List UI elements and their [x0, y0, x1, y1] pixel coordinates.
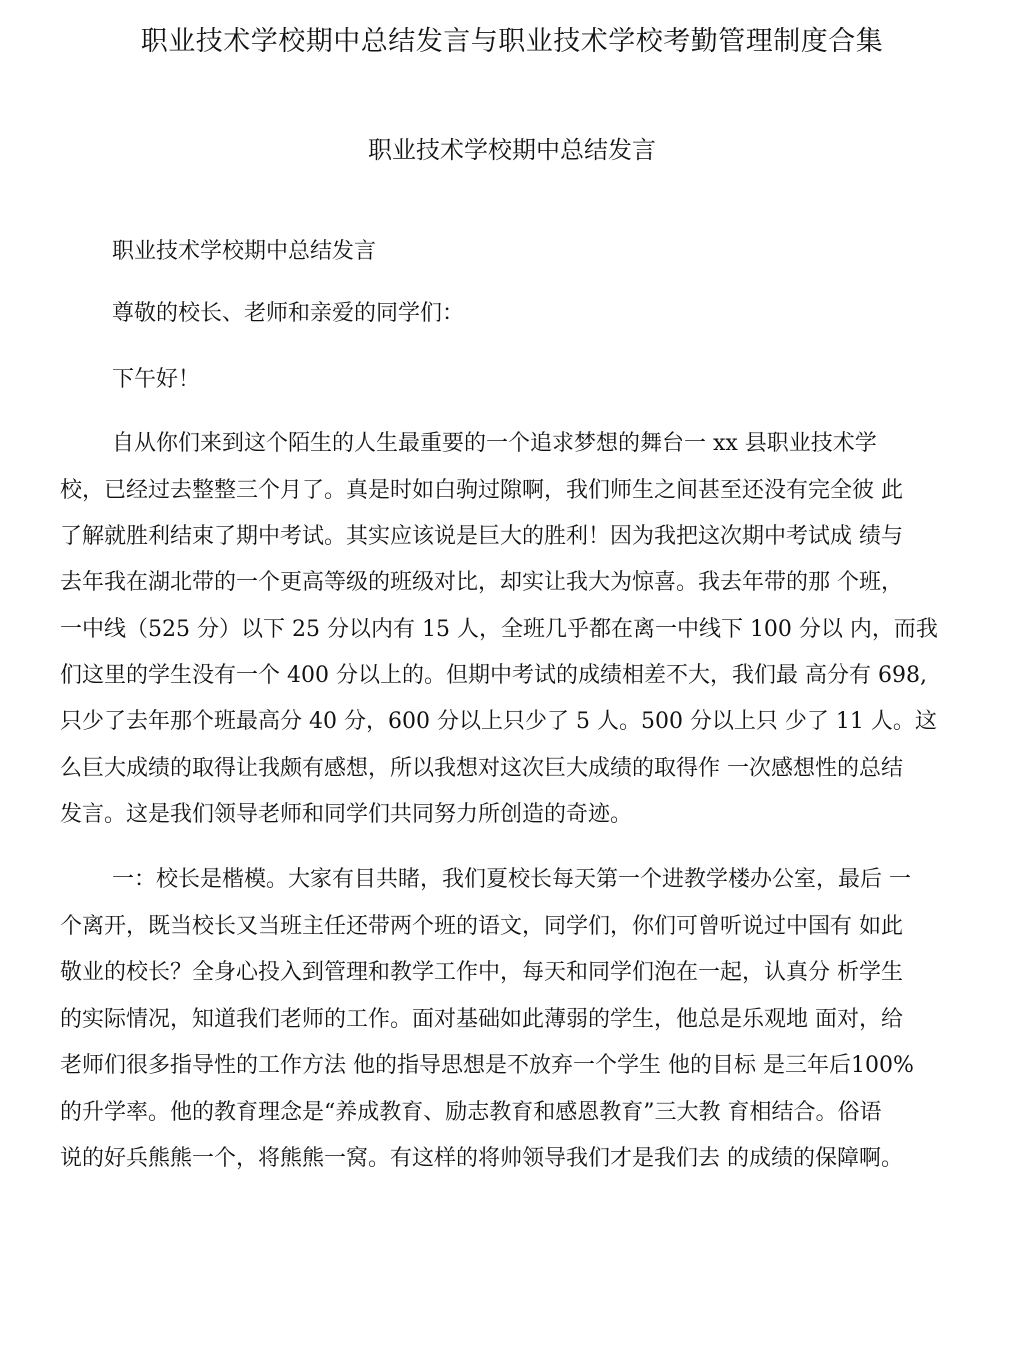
paragraph-line: 自从你们来到这个陌生的人生最重要的一个追求梦想的舞台一 xx 县职业技术学: [112, 431, 877, 456]
paragraph-line: 了解就胜利结束了期中考试。其实应该说是巨大的胜利！因为我把这次期中考试成 绩与: [60, 524, 903, 549]
paragraph-line: 老师们很多指导性的工作方法 他的指导思想是不放弃一个学生 他的目标 是三年后100%: [60, 1053, 914, 1078]
paragraph-line: 一中线（525 分）以下 25 分以内有 15 人，全班几乎都在离一中线下 100 分以 内，而我: [60, 617, 938, 642]
document-title: 职业技术学校期中总结发言与职业技术学校考勤管理制度合集: [140, 26, 884, 57]
greeting: 下午好！: [112, 367, 201, 392]
paragraph-line: 的升学率。他的教育理念是“养成教育、励志教育和感恩教育”三大教 育相结合。俗语: [60, 1100, 882, 1125]
paragraph-heading: 职业技术学校期中总结发言: [112, 239, 377, 264]
salutation: 尊敬的校长、老师和亲爱的同学们：: [112, 301, 465, 326]
paragraph-line: 校，已经过去整整三个月了。真是时如白驹过隙啊，我们师生之间甚至还没有完全彼 此: [60, 478, 903, 503]
paragraph-line: 一：校长是楷模。大家有目共睹，我们夏校长每天第一个进教学楼办公室，最后 一: [112, 867, 911, 892]
paragraph-line: 的实际情况，知道我们老师的工作。面对基础如此薄弱的学生，他总是乐观地 面对，给: [60, 1007, 903, 1032]
paragraph-line: 们这里的学生没有一个 400 分以上的。但期中考试的成绩相差不大，我们最 高分有 698,: [60, 663, 927, 688]
paragraph-line: 说的好兵熊熊一个，将熊熊一窝。有这样的将帅领导我们才是我们去 的成绩的保障啊。: [60, 1146, 903, 1171]
paragraph-line: 只少了去年那个班最高分 40 分，600 分以上只少了 5 人。500 分以上只 少了 11 人。这: [60, 709, 937, 734]
paragraph-line: 敬业的校长？全身心投入到管理和教学工作中，每天和同学们泡在一起，认真分 析学生: [60, 960, 903, 985]
paragraph-line: 么巨大成绩的取得让我颇有感想，所以我想对这次巨大成绩的取得作 一次感想性的总结: [60, 756, 903, 781]
paragraph-line: 发言。这是我们领导老师和同学们共同努力所创造的奇迹。: [60, 802, 633, 827]
paragraph-line: 去年我在湖北带的一个更高等级的班级对比，却实让我大为惊喜。我去年带的那 个班，: [60, 570, 903, 595]
paragraph-line: 个离开，既当校长又当班主任还带两个班的语文，同学们，你们可曾听说过中国有 如此: [60, 914, 903, 939]
section-title: 职业技术学校期中总结发言: [368, 136, 656, 164]
